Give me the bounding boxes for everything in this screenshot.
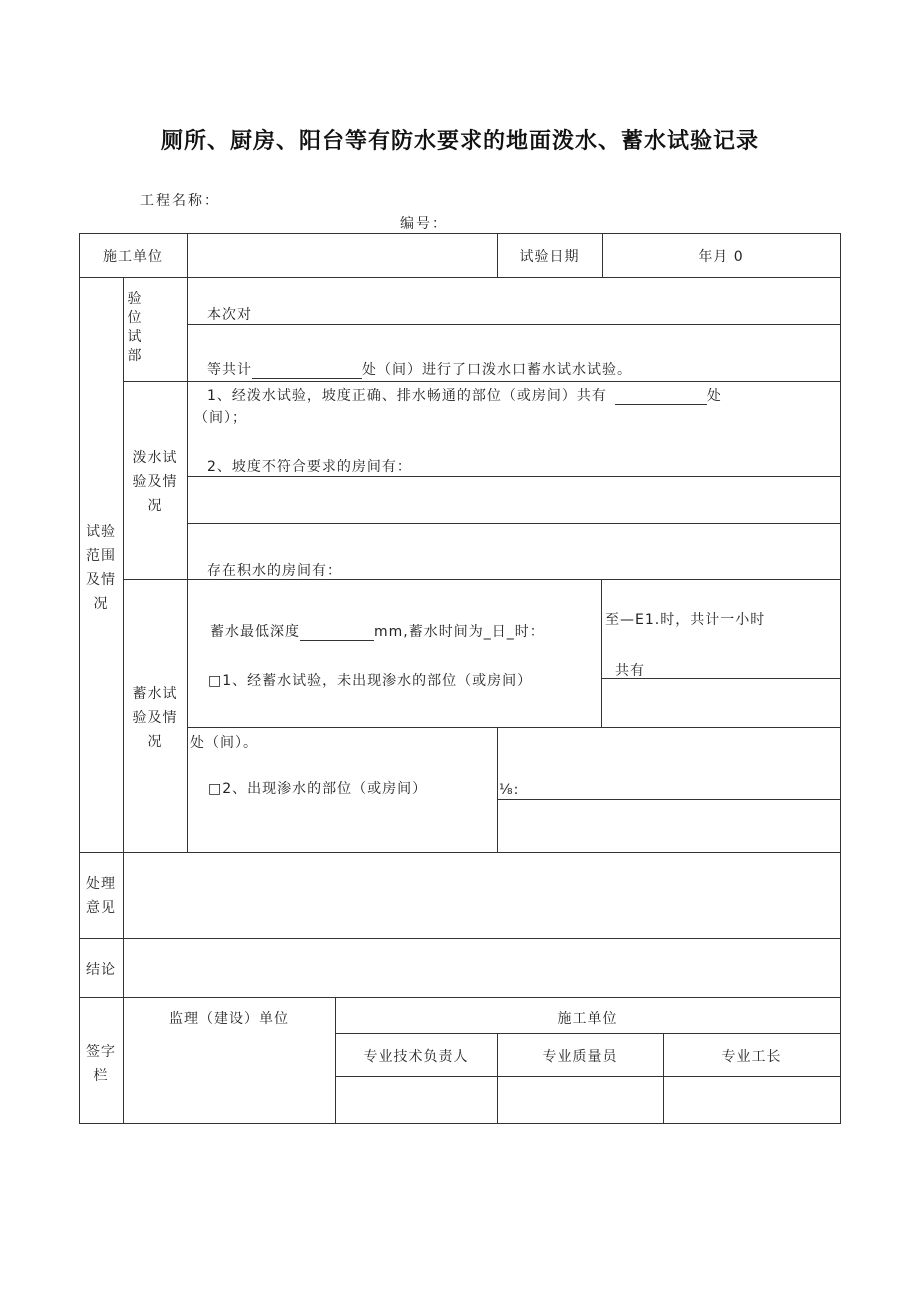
test-part-label [124,290,146,366]
test-date-value[interactable]: 年月 0 [698,249,744,265]
label-line: 栏 [93,1068,109,1084]
table-border-left [79,233,80,1123]
label-line: 况 [93,596,109,612]
grid-line [79,938,841,939]
label-line: 签字 [86,1044,116,1060]
splash-line-3 [207,560,818,580]
part-count-prefix: 等共计 [207,362,252,378]
label-line: 况 [147,734,163,750]
label-line: 部 [127,348,143,364]
label-line: 及情 [86,572,116,588]
splash-line-1b: （间）； [194,410,247,426]
storage-line-4-right: ⅛: [499,782,520,798]
part-line-1: 本次对 [207,307,252,323]
storage-line-4: □2、出现渗水的部位（或房间） [208,781,428,797]
label-line: 处理 [86,876,116,892]
label-line: 试 [127,329,143,345]
grid-line [497,799,841,800]
standing-water-blank[interactable] [342,565,818,580]
project-name-label: 工程名称： [140,193,220,209]
label-line: 验及情 [132,474,178,490]
number-label: 编号： [400,216,448,232]
grid-line [79,277,841,278]
storage-line-1-right: 至—E1.时，共计一小时 [605,612,766,628]
grid-line [79,997,841,998]
supervision-unit-header: 监理（建设）单位 [169,1011,289,1027]
part-count-suffix: 处（间）进行了口泼水口蓄水试水试验。 [362,362,632,378]
handling-opinion-label [79,872,123,920]
table-border-top [79,233,841,234]
grid-line [601,579,602,727]
standing-water-text: 存在积水的房间有： [207,563,342,579]
storage-line-2: □1、经蓄水试验，未出现渗水的部位（或房间） [208,673,533,689]
splash-test-label [123,446,187,518]
part-count-blank[interactable] [252,364,362,379]
splash-correct-blank[interactable] [615,390,707,405]
page-title: 厕所、厨房、阳台等有防水要求的地面泼水、蓄水试验记录 [160,129,759,154]
storage-line-2-right: 共有 [615,663,645,679]
label-line: 况 [147,498,163,514]
label-line: 验及情 [132,710,178,726]
quality-inspector-header: 专业质量员 [542,1049,618,1065]
signature-label [79,1040,123,1088]
part-line-2 [207,359,632,379]
construction-unit-header: 施工单位 [557,1011,618,1027]
splash-line-2: 2、坡度不符合要求的房间有： [207,459,412,475]
test-scope-label [79,520,123,616]
storage-test-label [123,682,187,754]
construction-unit-label: 施工单位 [103,249,163,265]
label-line: 蓄水试 [132,686,178,702]
grid-line [187,476,841,477]
label-line: 范围 [86,548,116,564]
grid-line [187,324,841,325]
label-line: 试验 [86,524,116,540]
storage-line-3: 处（间）。 [190,735,258,751]
splash-line-1 [207,385,722,405]
label-line: 泼水试 [132,450,178,466]
grid-line [335,1033,841,1034]
label-line: 验 [127,291,143,307]
foreman-header: 专业工长 [721,1049,782,1065]
storage-time-text: mm,蓄水时间为_日_时： [374,624,545,640]
tech-lead-header: 专业技术负责人 [363,1049,469,1065]
storage-line-1 [210,621,545,641]
grid-line [187,523,841,524]
conclusion-label: 结论 [86,962,116,978]
grid-line [79,852,841,853]
grid-line [335,1076,841,1077]
grid-line [497,727,498,852]
storage-depth-text: 蓄水最低深度 [210,624,300,640]
grid-line [123,381,841,382]
test-date-label: 试验日期 [519,249,580,265]
table-border-bottom [79,1123,841,1124]
grid-line [187,727,841,728]
grid-line [187,233,188,277]
label-line: 意见 [86,900,116,916]
grid-line [123,852,124,1123]
splash-correct-unit: 处 [706,388,722,404]
splash-correct-text: 1、经泼水试验，坡度正确、排水畅通的部位（或房间）共有 [207,388,607,404]
label-line: 位 [127,310,143,326]
storage-depth-blank[interactable] [300,626,374,641]
grid-line [187,277,188,852]
